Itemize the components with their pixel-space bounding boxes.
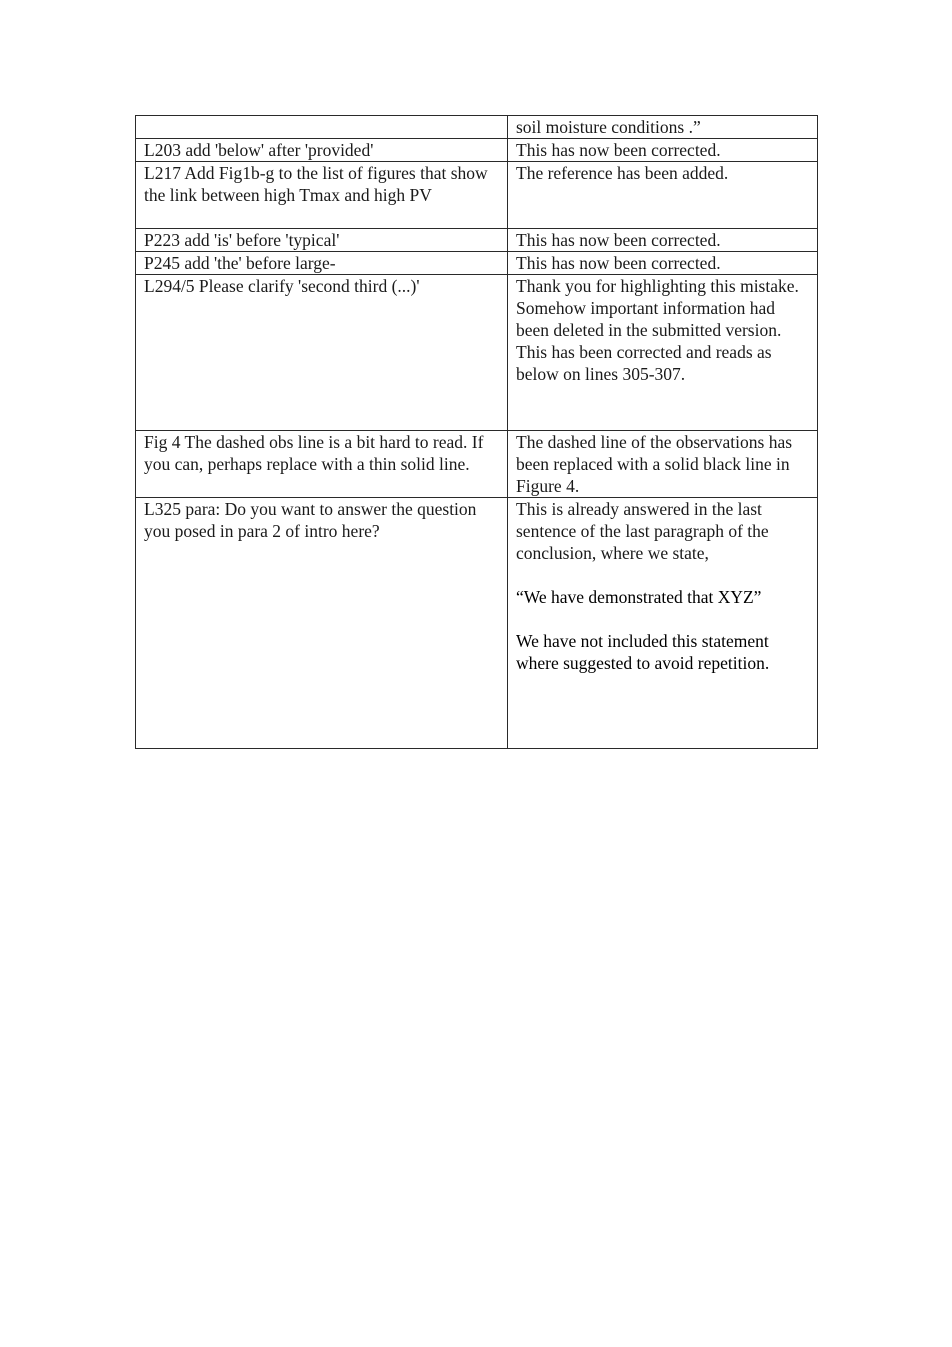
quoted-statement: “We have demonstrated that XYZ” [516,587,762,607]
response-text: We have not included this statement where suggested to avoid repetition. [516,631,770,673]
reviewer-comment-cell: P245 add 'the' before large- [136,252,508,275]
reviewer-comment-cell: L325 para: Do you want to answer the question you posed in para 2 of intro here? [136,498,508,749]
paragraph-spacer [516,608,809,630]
reviewer-comment-cell: L294/5 Please clarify 'second third (...)' [136,275,508,431]
table-row [136,498,818,749]
paragraph-spacer [516,564,809,586]
author-response-cell [508,252,818,275]
table-row [136,431,818,498]
table-row [136,275,818,431]
table-row [136,229,818,252]
reviewer-comment-cell [136,116,508,139]
review-response-table [135,115,818,749]
author-response-cell [508,139,818,162]
author-response-cell [508,498,818,749]
response-text: This has now been corrected. [516,253,721,273]
author-response-cell [508,431,818,498]
response-text: This has now been corrected. [516,230,721,250]
table-row [136,139,818,162]
response-text: Thank you for highlighting this mistake. Somehow important information had been deleted in the submitted version. This has been corrected and reads as below on lines 305-307. [516,276,799,384]
reviewer-comment-cell: Fig 4 The dashed obs line is a bit hard to read. If you can, perhaps replace with a thin solid line. [136,431,508,498]
reviewer-comment-cell: L203 add 'below' after 'provided' [136,139,508,162]
response-text: This has now been corrected. [516,140,721,160]
reviewer-comment-cell: L217 Add Fig1b-g to the list of figures that show the link between high Tmax and high PV [136,162,508,229]
table-row [136,162,818,229]
response-text: The reference has been added. [516,163,729,183]
table-row [136,252,818,275]
author-response-cell [508,162,818,229]
author-response-cell [508,275,818,431]
table-row [136,116,818,139]
author-response-cell [508,229,818,252]
response-text: This is already answered in the last sentence of the last paragraph of the conclusion, where we state, [516,499,769,563]
author-response-cell [508,116,818,139]
response-text: The dashed line of the observations has been replaced with a solid black line in Figure 4. [516,432,793,496]
response-text: soil moisture conditions .” [516,117,701,137]
reviewer-comment-cell: P223 add 'is' before 'typical' [136,229,508,252]
